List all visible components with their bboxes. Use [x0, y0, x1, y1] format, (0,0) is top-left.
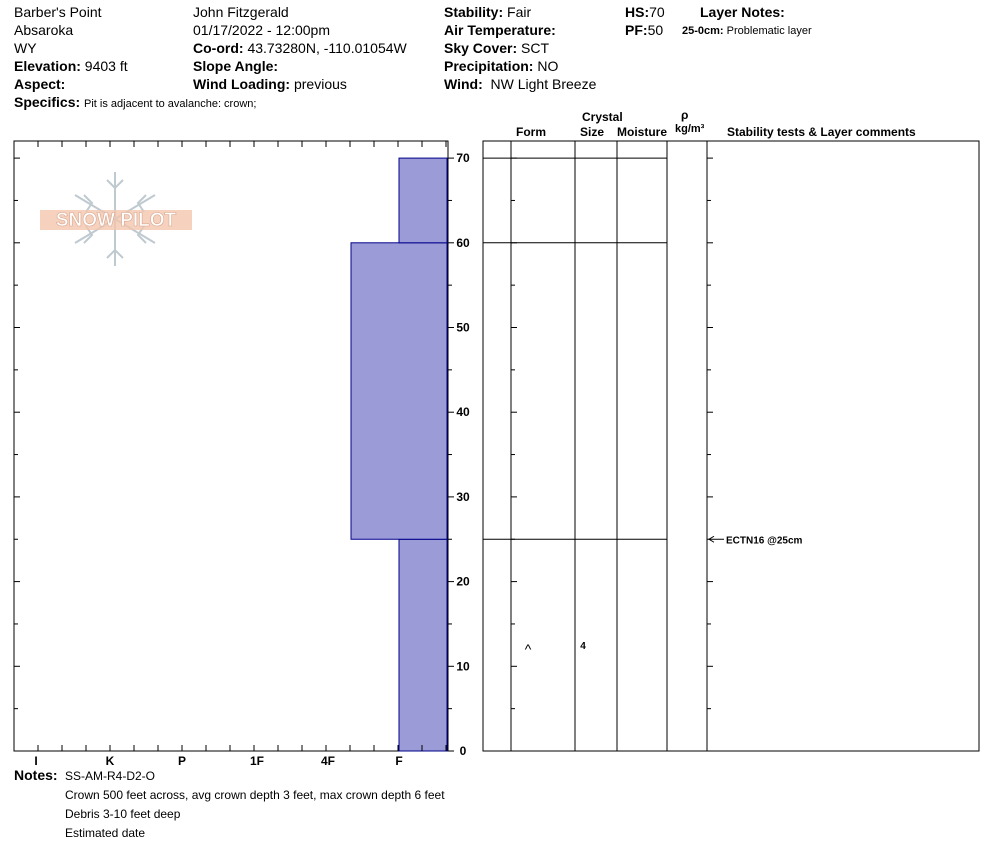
- crystal-form-symbol: ^: [524, 641, 532, 658]
- sky-cover-value: SCT: [521, 40, 550, 56]
- note-line: Crown 500 feet across, avg crown depth 3 feet, max crown depth 6 feet: [65, 788, 445, 802]
- elevation-label: Elevation:: [14, 58, 81, 74]
- coord-value: 43.73280N, -110.01054W: [247, 40, 407, 56]
- crystal-size-value: 4: [580, 641, 586, 653]
- size-header: Size: [580, 125, 605, 139]
- crystal-header: Crystal: [582, 110, 623, 124]
- stability-value: Fair: [507, 4, 532, 20]
- aspect-label: Aspect:: [14, 76, 66, 92]
- wind-loading-value: previous: [293, 76, 347, 92]
- stability-test-label: ECTN16 @25cm: [726, 535, 803, 547]
- y-tick-label: 40: [456, 405, 470, 420]
- density-rho-header: ρ: [681, 108, 689, 122]
- wind-loading-label: Wind Loading:: [193, 76, 291, 92]
- wind-label: Wind:: [444, 76, 483, 92]
- moisture-header: Moisture: [617, 125, 668, 139]
- hardness-label: F: [395, 754, 403, 768]
- hardness-label: I: [34, 754, 38, 768]
- wind-value: NW Light Breeze: [490, 76, 597, 92]
- layer-note-text: Problematic layer: [726, 25, 812, 37]
- sky-cover-label: Sky Cover:: [444, 40, 518, 56]
- hs-label: HS:: [625, 4, 650, 20]
- density-unit-header: kg/m³: [675, 123, 705, 135]
- y-tick-label: 60: [456, 235, 470, 250]
- hardness-label: K: [105, 754, 115, 768]
- stability-test-marker: [709, 535, 803, 546]
- layer-note-range: 25-0cm:: [682, 25, 724, 37]
- hardness-bar: [351, 243, 447, 539]
- layer-table-frame: [483, 141, 979, 751]
- specifics-value: Pit is adjacent to avalanche: crown;: [84, 98, 257, 110]
- elevation-value: 9403 ft: [84, 58, 128, 74]
- comments-header: Stability tests & Layer comments: [727, 125, 916, 139]
- pf-label: PF:: [625, 22, 648, 38]
- y-tick-label: 30: [456, 489, 470, 504]
- y-tick-label: 10: [456, 659, 470, 674]
- snowpilot-logo: SNOW PILOT: [55, 210, 177, 231]
- table-ticks: [511, 158, 713, 751]
- precipitation-value: NO: [537, 58, 559, 74]
- y-axis-labels: [456, 151, 470, 758]
- slope-angle-label: Slope Angle:: [193, 58, 279, 74]
- hs-value: 70: [649, 4, 665, 20]
- air-temperature-label: Air Temperature:: [444, 22, 556, 38]
- y-tick-label: 0: [459, 744, 467, 758]
- hardness-label: P: [177, 754, 187, 768]
- specifics-label: Specifics:: [14, 94, 81, 110]
- hardness-bar: [399, 158, 447, 243]
- note-line: Estimated date: [65, 826, 146, 840]
- y-tick-label: 70: [456, 151, 470, 166]
- hardness-scale-labels: [34, 754, 402, 768]
- note-line: SS-AM-R4-D2-O: [65, 769, 156, 783]
- observation-datetime: 01/17/2022 - 12:00pm: [193, 22, 330, 38]
- notes-label: Notes:: [14, 767, 58, 783]
- hardness-bar: [399, 539, 447, 751]
- pf-value: 50: [647, 22, 664, 38]
- mountain-range: Absaroka: [14, 22, 74, 38]
- y-tick-label: 50: [456, 320, 470, 335]
- form-header: Form: [516, 125, 546, 139]
- precipitation-label: Precipitation:: [444, 58, 534, 74]
- coord-label: Co-ord:: [193, 40, 244, 56]
- hardness-label: 1F: [249, 754, 265, 768]
- state: WY: [14, 40, 37, 56]
- note-line: Debris 3-10 feet deep: [65, 807, 181, 821]
- location-name: Barber's Point: [14, 4, 102, 20]
- hardness-bars: [351, 158, 447, 751]
- y-tick-label: 20: [456, 574, 470, 589]
- layer-notes-label: Layer Notes:: [700, 4, 785, 20]
- hardness-label: 4F: [320, 754, 336, 768]
- observer-name: John Fitzgerald: [193, 4, 289, 20]
- stability-label: Stability:: [444, 4, 504, 20]
